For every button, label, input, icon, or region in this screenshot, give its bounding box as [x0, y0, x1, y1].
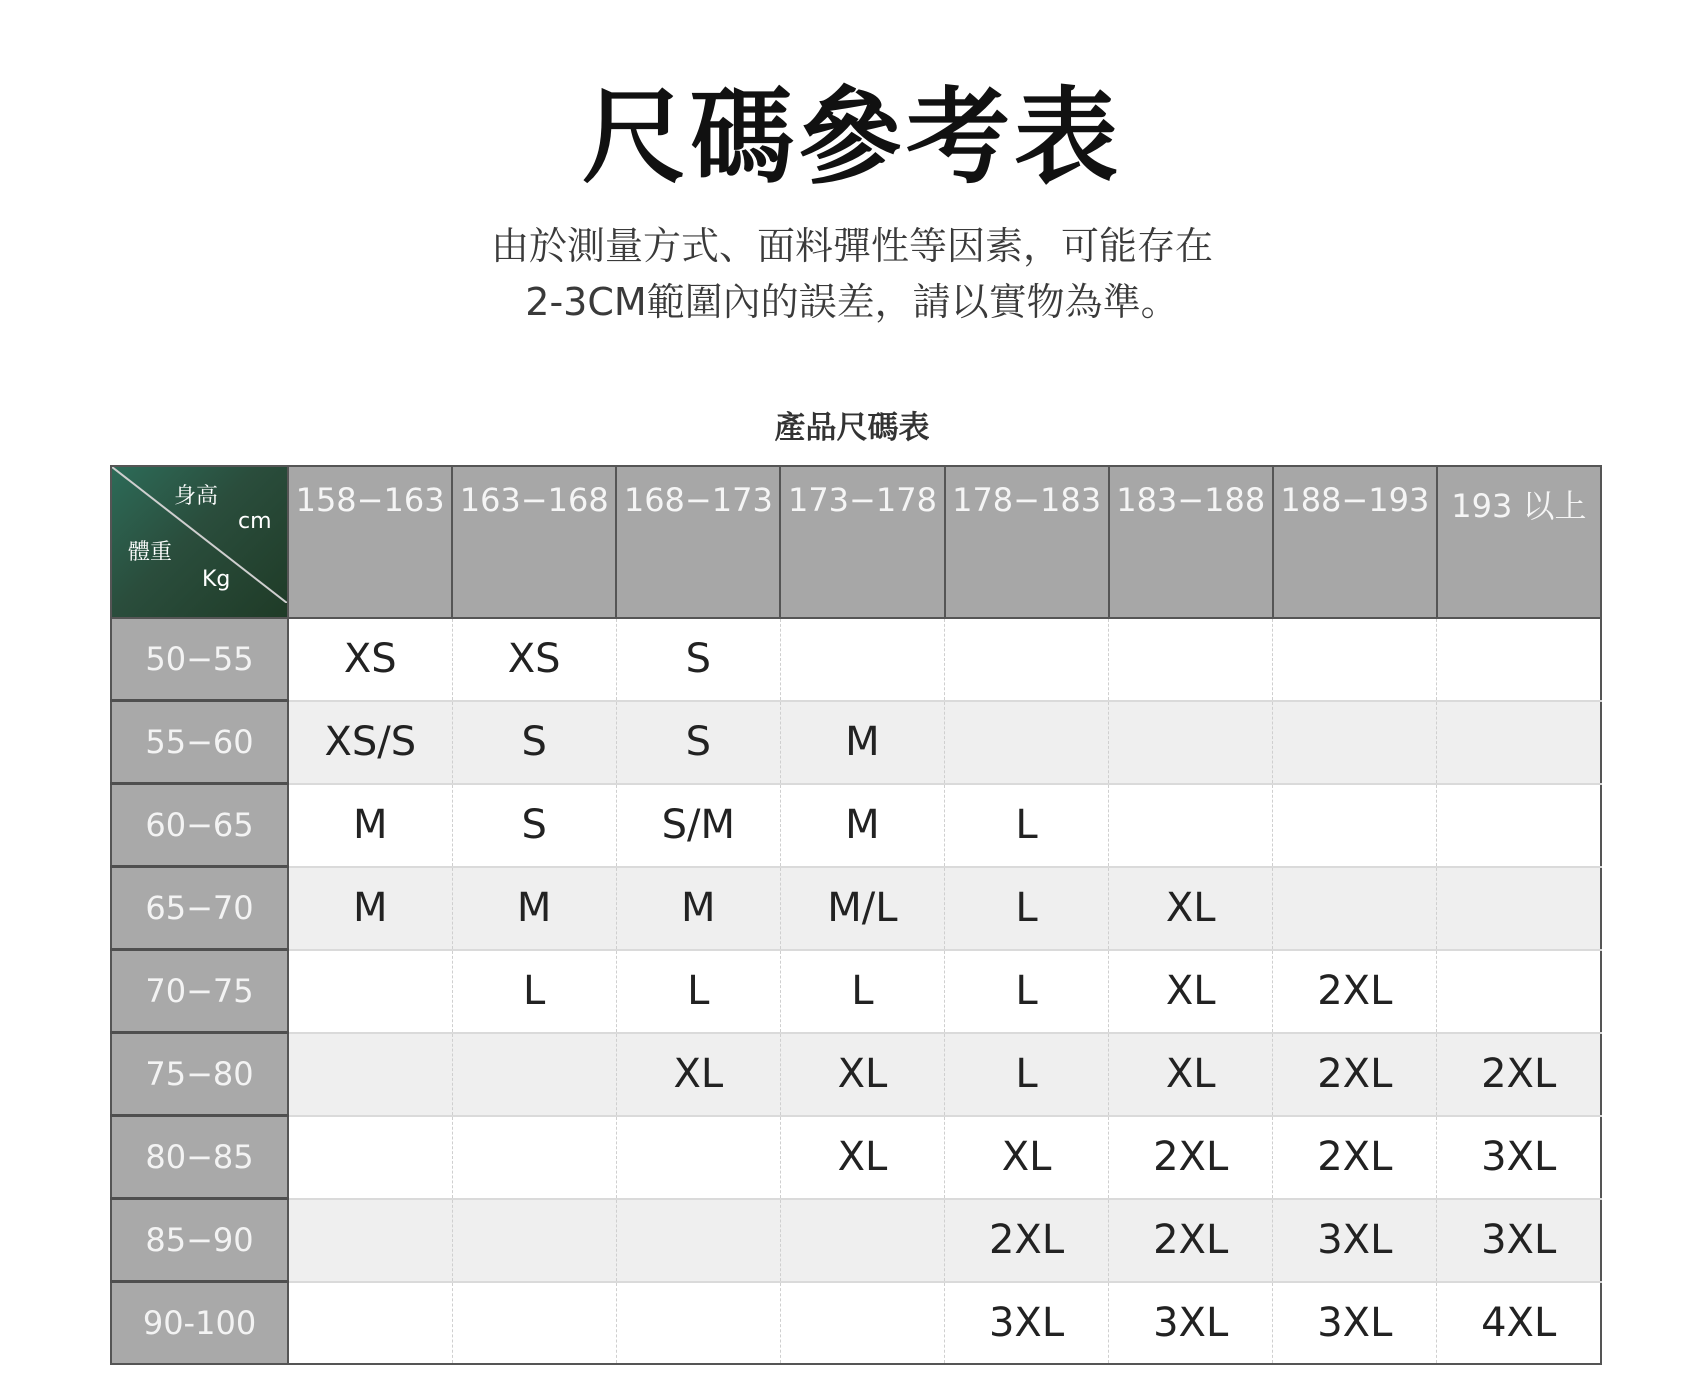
weight-row-header: 80−85 [111, 1116, 288, 1199]
weight-row-header: 50−55 [111, 618, 288, 701]
size-cell [780, 1282, 944, 1365]
size-cell [288, 1116, 452, 1199]
size-cell: 2XL [1437, 1033, 1601, 1116]
size-cell [780, 1199, 944, 1282]
height-column-header: 188−193 [1273, 466, 1437, 618]
size-cell [1437, 618, 1601, 701]
size-cell: S/M [616, 784, 780, 867]
weight-row-header: 55−60 [111, 701, 288, 784]
size-cell: XL [1109, 1033, 1273, 1116]
size-cell [452, 1116, 616, 1199]
size-cell [452, 1033, 616, 1116]
corner-header-cell [111, 466, 288, 618]
table-header-row [111, 466, 1601, 618]
size-cell: 3XL [945, 1282, 1109, 1365]
size-cell: 3XL [1109, 1282, 1273, 1365]
size-cell [945, 701, 1109, 784]
table-row [111, 1116, 1601, 1199]
table-row [111, 701, 1601, 784]
disclaimer-line-1: 由於測量方式、面料彈性等因素，可能存在 [490, 224, 1213, 268]
size-cell [1437, 784, 1601, 867]
height-column-header: 168−173 [616, 466, 780, 618]
table-row [111, 867, 1601, 950]
height-column-header: 158−163 [288, 466, 452, 618]
size-cell: S [452, 701, 616, 784]
size-cell: L [945, 867, 1109, 950]
disclaimer-line-2: 2-3CM範圍內的誤差，請以實物為準。 [525, 280, 1179, 324]
size-cell [945, 618, 1109, 701]
size-cell: L [945, 1033, 1109, 1116]
table-row [111, 618, 1601, 701]
height-column-header: 173−178 [780, 466, 944, 618]
size-cell: XL [780, 1116, 944, 1199]
size-cell: M/L [780, 867, 944, 950]
size-cell [1273, 618, 1437, 701]
size-cell: 3XL [1273, 1282, 1437, 1365]
size-cell: L [945, 950, 1109, 1033]
weight-label: 體重 [128, 540, 173, 565]
size-cell: 4XL [1437, 1282, 1601, 1365]
weight-row-header: 65−70 [111, 867, 288, 950]
size-cell: L [452, 950, 616, 1033]
size-cell: 3XL [1437, 1116, 1601, 1199]
size-cell: 2XL [1273, 950, 1437, 1033]
size-cell: M [288, 784, 452, 867]
table-title: 產品尺碼表 [774, 410, 930, 446]
size-cell [1273, 701, 1437, 784]
height-column-header: 193 以上 [1437, 466, 1601, 618]
size-cell: 2XL [1109, 1199, 1273, 1282]
size-cell [452, 1199, 616, 1282]
weight-row-header: 90-100 [111, 1282, 288, 1365]
table-row [111, 950, 1601, 1033]
size-cell: XL [780, 1033, 944, 1116]
size-cell: 2XL [1273, 1033, 1437, 1116]
table-row [111, 1199, 1601, 1282]
size-cell: S [616, 618, 780, 701]
size-cell: L [616, 950, 780, 1033]
size-cell [780, 618, 944, 701]
size-cell [288, 1199, 452, 1282]
size-cell [452, 1282, 616, 1365]
size-cell [1437, 701, 1601, 784]
height-label: 身高 [174, 484, 219, 509]
height-unit: cm [238, 509, 272, 534]
table-row [111, 1282, 1601, 1365]
size-cell: XS [288, 618, 452, 701]
weight-row-header: 60−65 [111, 784, 288, 867]
table-row [111, 1033, 1601, 1116]
size-cell: M [616, 867, 780, 950]
size-cell [1437, 867, 1601, 950]
weight-row-header: 70−75 [111, 950, 288, 1033]
size-cell: XL [1109, 950, 1273, 1033]
size-cell: XL [945, 1116, 1109, 1199]
size-cell: S [616, 701, 780, 784]
size-cell [288, 950, 452, 1033]
size-cell: 2XL [945, 1199, 1109, 1282]
size-cell [616, 1116, 780, 1199]
disclaimer-text [0, 218, 1704, 330]
weight-row-header: 75−80 [111, 1033, 288, 1116]
height-column-header: 163−168 [452, 466, 616, 618]
size-cell: M [288, 867, 452, 950]
size-cell: 2XL [1109, 1116, 1273, 1199]
size-cell [1273, 784, 1437, 867]
size-cell [1109, 701, 1273, 784]
size-chart-table [110, 465, 1602, 1365]
weight-row-header: 85−90 [111, 1199, 288, 1282]
size-cell: XL [1109, 867, 1273, 950]
weight-unit: Kg [202, 567, 231, 592]
size-cell: XS [452, 618, 616, 701]
size-cell [288, 1033, 452, 1116]
size-cell [616, 1199, 780, 1282]
size-cell [1109, 784, 1273, 867]
size-cell: M [780, 784, 944, 867]
page-title: 尺碼參考表 [581, 76, 1122, 198]
size-cell [1273, 867, 1437, 950]
size-cell: 3XL [1273, 1199, 1437, 1282]
size-cell: L [780, 950, 944, 1033]
size-cell [288, 1282, 452, 1365]
size-cell: 2XL [1273, 1116, 1437, 1199]
size-cell: S [452, 784, 616, 867]
table-row [111, 784, 1601, 867]
size-cell [1437, 950, 1601, 1033]
size-cell [1109, 618, 1273, 701]
size-cell: XL [616, 1033, 780, 1116]
size-chart-body [111, 618, 1601, 1364]
size-cell: M [452, 867, 616, 950]
height-column-header: 183−188 [1109, 466, 1273, 618]
size-cell: L [945, 784, 1109, 867]
size-cell: M [780, 701, 944, 784]
height-column-header: 178−183 [945, 466, 1109, 618]
size-cell [616, 1282, 780, 1365]
size-cell: XS/S [288, 701, 452, 784]
size-cell: 3XL [1437, 1199, 1601, 1282]
